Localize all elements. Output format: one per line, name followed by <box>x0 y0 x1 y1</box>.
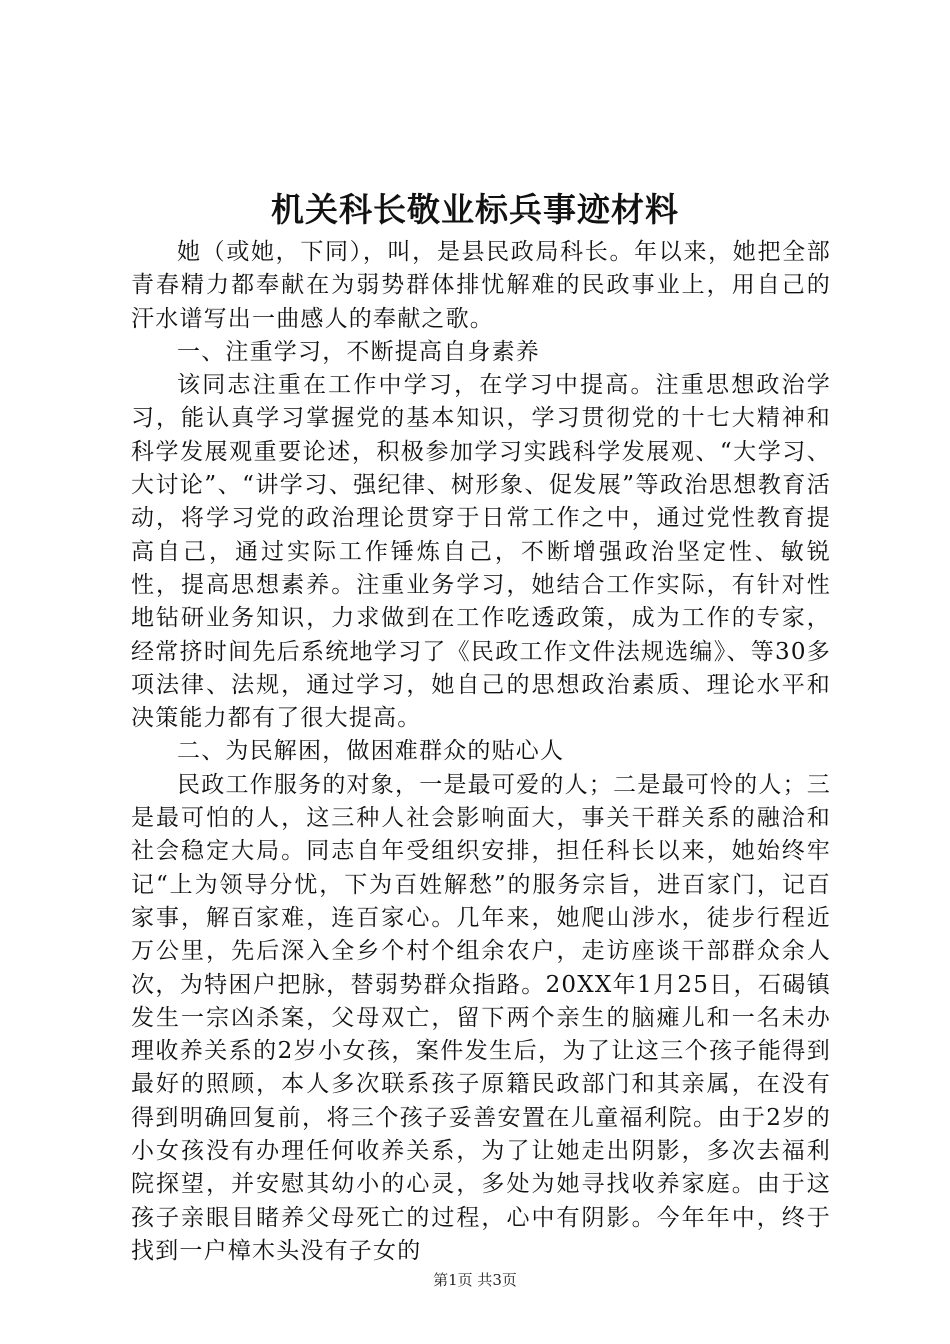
service-paragraph: 民政工作服务的对象，一是最可爱的人；二是最可怜的人；三是最可怕的人，这三种人社会影响面大，事关干群关系的融洽和社会稳定大局。同志自年受组织安排，担任科长以来，她始终牢记“上为领导分忧，下为百姓解愁”的服务宗旨，进百家门，记百家事，解百家难，连百家心。几年来，她爬山涉水，徒步行程近万公里，先后深入全乡个村个组余农户，走访座谈干部群众余人次，为特困户把脉，替弱势群众指路。20XX年1月25日，石碣镇发生一宗凶杀案，父母双亡，留下两个亲生的脑瘫儿和一名未办理收养关系的2岁小女孩，案件发生后，为了让这三个孩子能得到最好的照顾，本人多次联系孩子原籍民政部门和其亲属，在没有得到明确回复前，将三个孩子妥善安置在儿童福利院。由于2岁的小女孩没有办理任何收养关系，为了让她走出阴影，多次去福利院探望，并安慰其幼小的心灵，多处为她寻找收养家庭。由于这孩子亲眼目睹养父母死亡的过程，心中有阴影。今年年中，终于找到一户樟木头没有子女的 <box>131 771 831 1264</box>
section-heading-study: 一、注重学习，不断提高自身素养 <box>177 338 540 365</box>
document-body <box>131 236 831 1268</box>
intro-paragraph: 她（或她，下同），叫，是县民政局科长。年以来，她把全部青春精力都奉献在为弱势群体排忧解难的民政事业上，用自己的汗水谱写出一曲感人的奉献之歌。 <box>131 239 831 332</box>
section-heading-service: 二、为民解困，做困难群众的贴心人 <box>177 738 565 765</box>
page-number-footer: 第1页 共3页 <box>433 1271 517 1289</box>
document-title: 机关科长敬业标兵事迹材料 <box>271 190 679 229</box>
study-paragraph: 该同志注重在工作中学习，在学习中提高。注重思想政治学习，能认真学习掌握党的基本知识，学习贯彻党的十七大精神和科学发展观重要论述，积极参加学习实践科学发展观、“大学习、大讨论”、“讲学习、强纪律、树形象、促发展”等政治思想教育活动，将学习党的政治理论贯穿于日常工作之中，通过党性教育提高自己，通过实际工作锤炼自己，不断增强政治坚定性、敏锐性，提高思想素养。注重业务学习，她结合工作实际，有针对性地钻研业务知识，力求做到在工作吃透政策，成为工作的专家，经常挤时间先后系统地学习了《民政工作文件法规选编》、等30多项法律、法规，通过学习，她自己的思想政治素质、理论水平和决策能力都有了很大提高。 <box>131 372 831 732</box>
